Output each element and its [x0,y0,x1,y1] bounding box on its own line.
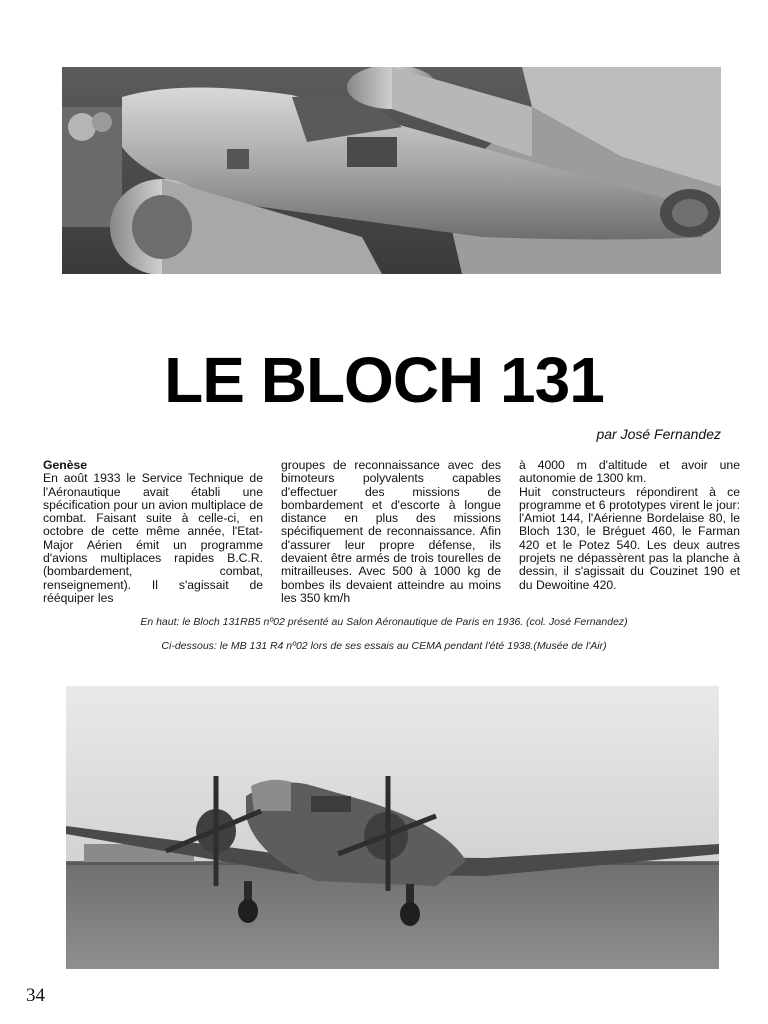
column-1-text: En août 1933 le Service Technique de l'Aéronautique avait établi une spécification pour un avion multiplace de combat. Faisant suite à celle-ci, en octobre de cette même année, l'Etat-Major Aérien émit un programme d'avions multiplaces rapides B.C.R. (bombardement, combat, renseignement). Il s'agissait de rééquiper les [43,471,263,605]
caption-bottom-photo: Ci-dessous: le MB 131 R4 nº02 lors de ses essais au CEMA pendant l'été 1938.(Musée de l'Air) [161,640,607,652]
column-3-text-b: Huit constructeurs répondirent à ce programme et 6 prototypes virent le jour: l'Amiot 144, l'Aérienne Bordelaise 80, le Bloch 130, le Bréguet 460, le Farman 420 et le Potez 540. Les deux autres projets ne dépassèrent pas la planche à dessin, il s'agissait du Couzinet 190 et du Dewoitine 420. [519,484,740,592]
text-column-1 [43,459,263,605]
text-column-3 [519,459,740,592]
column-3-text-a: à 4000 m d'altitude et avoir une autonomie de 1300 km. [519,458,740,486]
article-title: LE BLOCH 131 [164,344,604,416]
photo-mb-131-cema [66,686,719,969]
text-column-2 [281,459,501,605]
byline: par José Fernandez [596,426,721,442]
page-number: 34 [26,985,45,1006]
photo-bloch-131-salon [62,67,721,274]
column-2-text: groupes de reconnaissance avec des bimoteurs polyvalents capables d'effectuer des missions de bombardement et d'escorte à longue distance en plus des missions spécifiquement de reconnaissance. Afin d'assurer leur propre défense, ils devaient être armés de trois tourelles de mitrailleuses. Avec 500 à 1000 kg de bombes ils devaient atteindre au moins les 350 km/h [281,458,501,605]
section-heading: Genèse [43,458,88,472]
caption-top-photo: En haut: le Bloch 131RB5 nº02 présenté au Salon Aéronautique de Paris en 1936. (col. José Fernandez) [140,616,628,628]
